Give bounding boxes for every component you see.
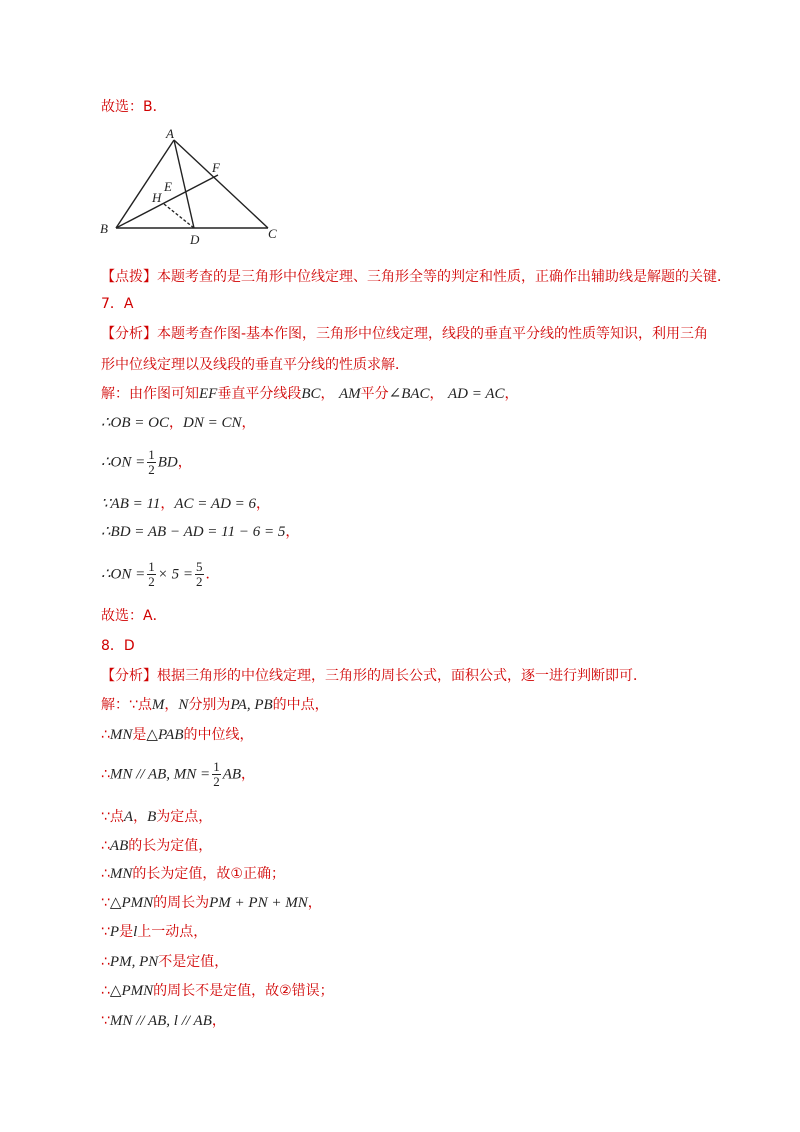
label-d: D xyxy=(190,232,200,247)
solution-8-line1: 解：∵点M，N分别为PA, PB的中点， xyxy=(101,697,329,713)
solution-8-line8: ∵P是l上一动点， xyxy=(101,924,208,940)
answer-line-a: 故选：A． xyxy=(101,608,167,624)
label-a: A xyxy=(166,128,174,141)
answer-line-b: 故选：B． xyxy=(101,99,167,115)
analysis-7-line2: 形中位线定理以及线段的垂直平分线的性质求解． xyxy=(101,357,409,373)
label-h: H xyxy=(152,190,162,205)
solution-8-line11: ∵MN // AB, l // AB， xyxy=(101,1013,226,1029)
solution-8-line3: ∴MN // AB, MN = $\frac{1}{2}$ AB， xyxy=(101,759,256,789)
solution-7-line2: ∴OB = OC，DN = CN， xyxy=(101,415,256,431)
question-7-answer: 7．A xyxy=(101,296,134,312)
label-e: E xyxy=(164,179,172,194)
solution-8-line4: ∵点A，B为定点， xyxy=(101,809,213,825)
question-8-answer: 8．D xyxy=(101,638,135,654)
solution-7-line1: 解：由作图可知EF垂直平分线段BC， AM平分∠BAC， AD = AC， xyxy=(101,386,519,402)
solution-8-line7: ∵△PMN的周长为PM + PN + MN， xyxy=(101,895,322,911)
label-c: C xyxy=(268,226,277,241)
solution-7-line6: ∴ON = $\frac{1}{2}$ × 5 = $\frac{5}{2}$ ． xyxy=(101,559,220,589)
solution-7-line5: ∴BD = AB − AD = 11 − 6 = 5， xyxy=(101,524,300,540)
solution-7-line4: ∵AB = 11，AC = AD = 6， xyxy=(101,496,271,512)
fraction: $\frac{1}{2}$ xyxy=(148,447,155,477)
triangle-figure xyxy=(96,128,296,248)
solution-8-line2: ∴MN是△PAB的中位线， xyxy=(101,727,254,743)
analysis-8: 【分析】根据三角形的中位线定理，三角形的周长公式，面积公式，逐一进行判断即可． xyxy=(101,668,647,684)
solution-8-line9: ∴PM, PN不是定值， xyxy=(101,954,229,970)
label-b: B xyxy=(100,221,108,236)
label-f: F xyxy=(212,160,220,175)
solution-7-line3: ∴ON = $\frac{1}{2}$ BD， xyxy=(101,447,192,477)
segment-ac xyxy=(174,140,268,228)
solution-8-line6: ∴MN的长为定值，故①正确； xyxy=(101,866,285,882)
solution-8-line10: ∴△PMN的周长不是定值，故②错误； xyxy=(101,983,334,999)
tip-line: 【点拨】本题考查的是三角形中位线定理、三角形全等的判定和性质，正确作出辅助线是解题的关键． xyxy=(101,269,731,285)
analysis-7-line1: 【分析】本题考查作图-基本作图，三角形中位线定理，线段的垂直平分线的性质等知识，利用三角 xyxy=(101,326,709,342)
solution-8-line5: ∴AB的长为定值， xyxy=(101,838,213,854)
